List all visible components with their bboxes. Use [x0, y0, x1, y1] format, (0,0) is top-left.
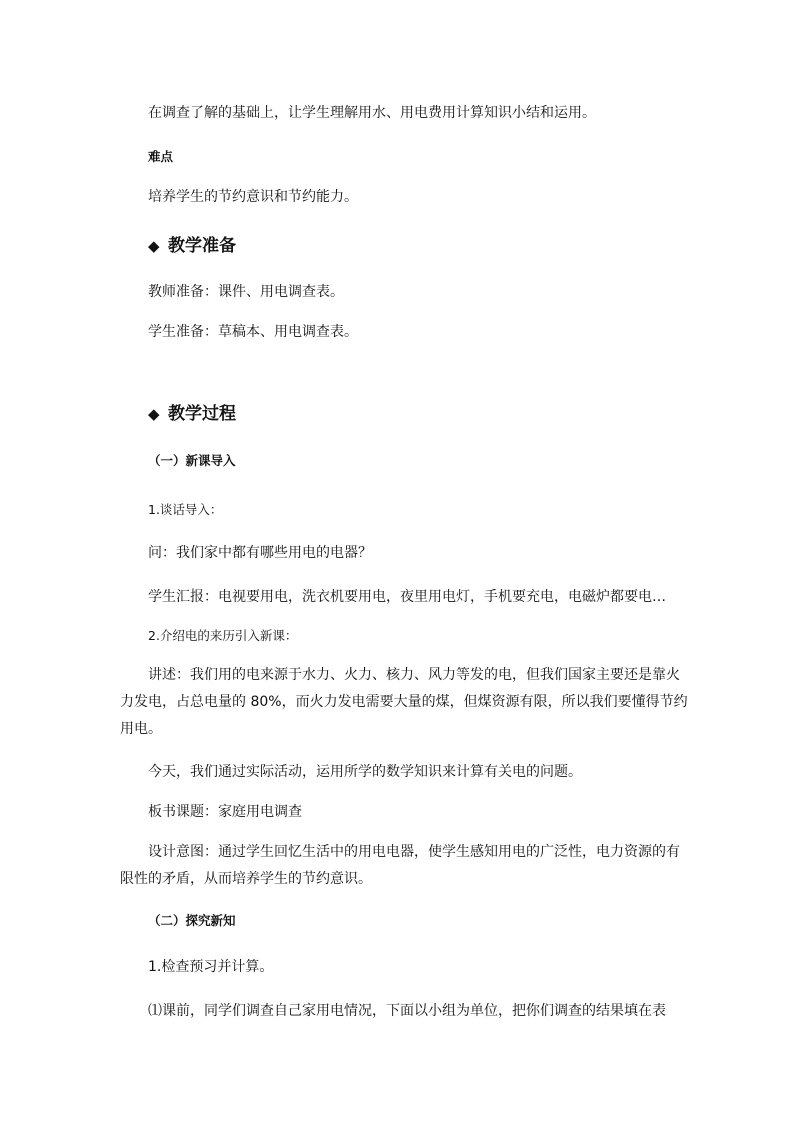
process-heading-text: 教学过程: [168, 404, 236, 424]
difficulty-label: 难点: [148, 149, 174, 164]
section-explore: （二）探究新知: [148, 913, 236, 928]
goal-text: 在调查了解的基础上，让学生理解用水、用电费用计算知识小结和运用。: [148, 105, 596, 121]
prep-heading: [148, 234, 236, 258]
explain-line-1: 讲述：我们用的电来源于水力、火力、核力、风力等发的电，但我们国家主要还是靠火: [148, 667, 680, 683]
student-report: 学生汇报：电视要用电，洗衣机要用电，夜里用电灯，手机要充电，电磁炉都要电…: [148, 589, 666, 605]
design-line-1: 设计意图：通过学生回忆生活中的用电电器，使学生感知用电的广泛性，电力资源的有: [148, 844, 680, 860]
difficulty-text: 培养学生的节约意识和节约能力。: [148, 189, 358, 205]
student-prep: 学生准备：草稿本、用电调查表。: [148, 324, 358, 340]
teacher-prep: 教师准备：课件、用电调查表。: [148, 284, 344, 300]
today-text: 今天，我们通过实际活动，运用所学的数学知识来计算有关电的问题。: [148, 764, 582, 780]
board-title: 板书课题：家庭用电调查: [148, 804, 302, 820]
question-text: 问：我们家中都有哪些用电的电器？: [148, 545, 372, 561]
explain-line-2: 力发电，占总电量的 80%，而火力发电需要大量的煤，但煤资源有限，所以我们要懂得节约: [120, 694, 688, 710]
diamond-bullet-icon: ◆: [148, 237, 160, 255]
section-new-lesson: （一）新课导入: [148, 453, 236, 468]
sub-item-1: ⑴课前，同学们调查自己家用电情况，下面以小组为单位，把你们调查的结果填在表: [148, 1003, 666, 1019]
item-check-preview: 1.检查预习并计算。: [148, 959, 274, 975]
item-talk-intro: 1.谈话导入：: [148, 502, 223, 517]
design-line-2: 限性的矛盾，从而培养学生的节约意识。: [120, 871, 372, 887]
process-heading: [148, 402, 236, 426]
prep-heading-text: 教学准备: [168, 236, 236, 256]
item-electricity-origin: 2.介绍电的来历引入新课：: [148, 628, 298, 643]
explain-line-3: 用电。: [120, 721, 162, 737]
diamond-bullet-icon: ◆: [148, 405, 160, 423]
